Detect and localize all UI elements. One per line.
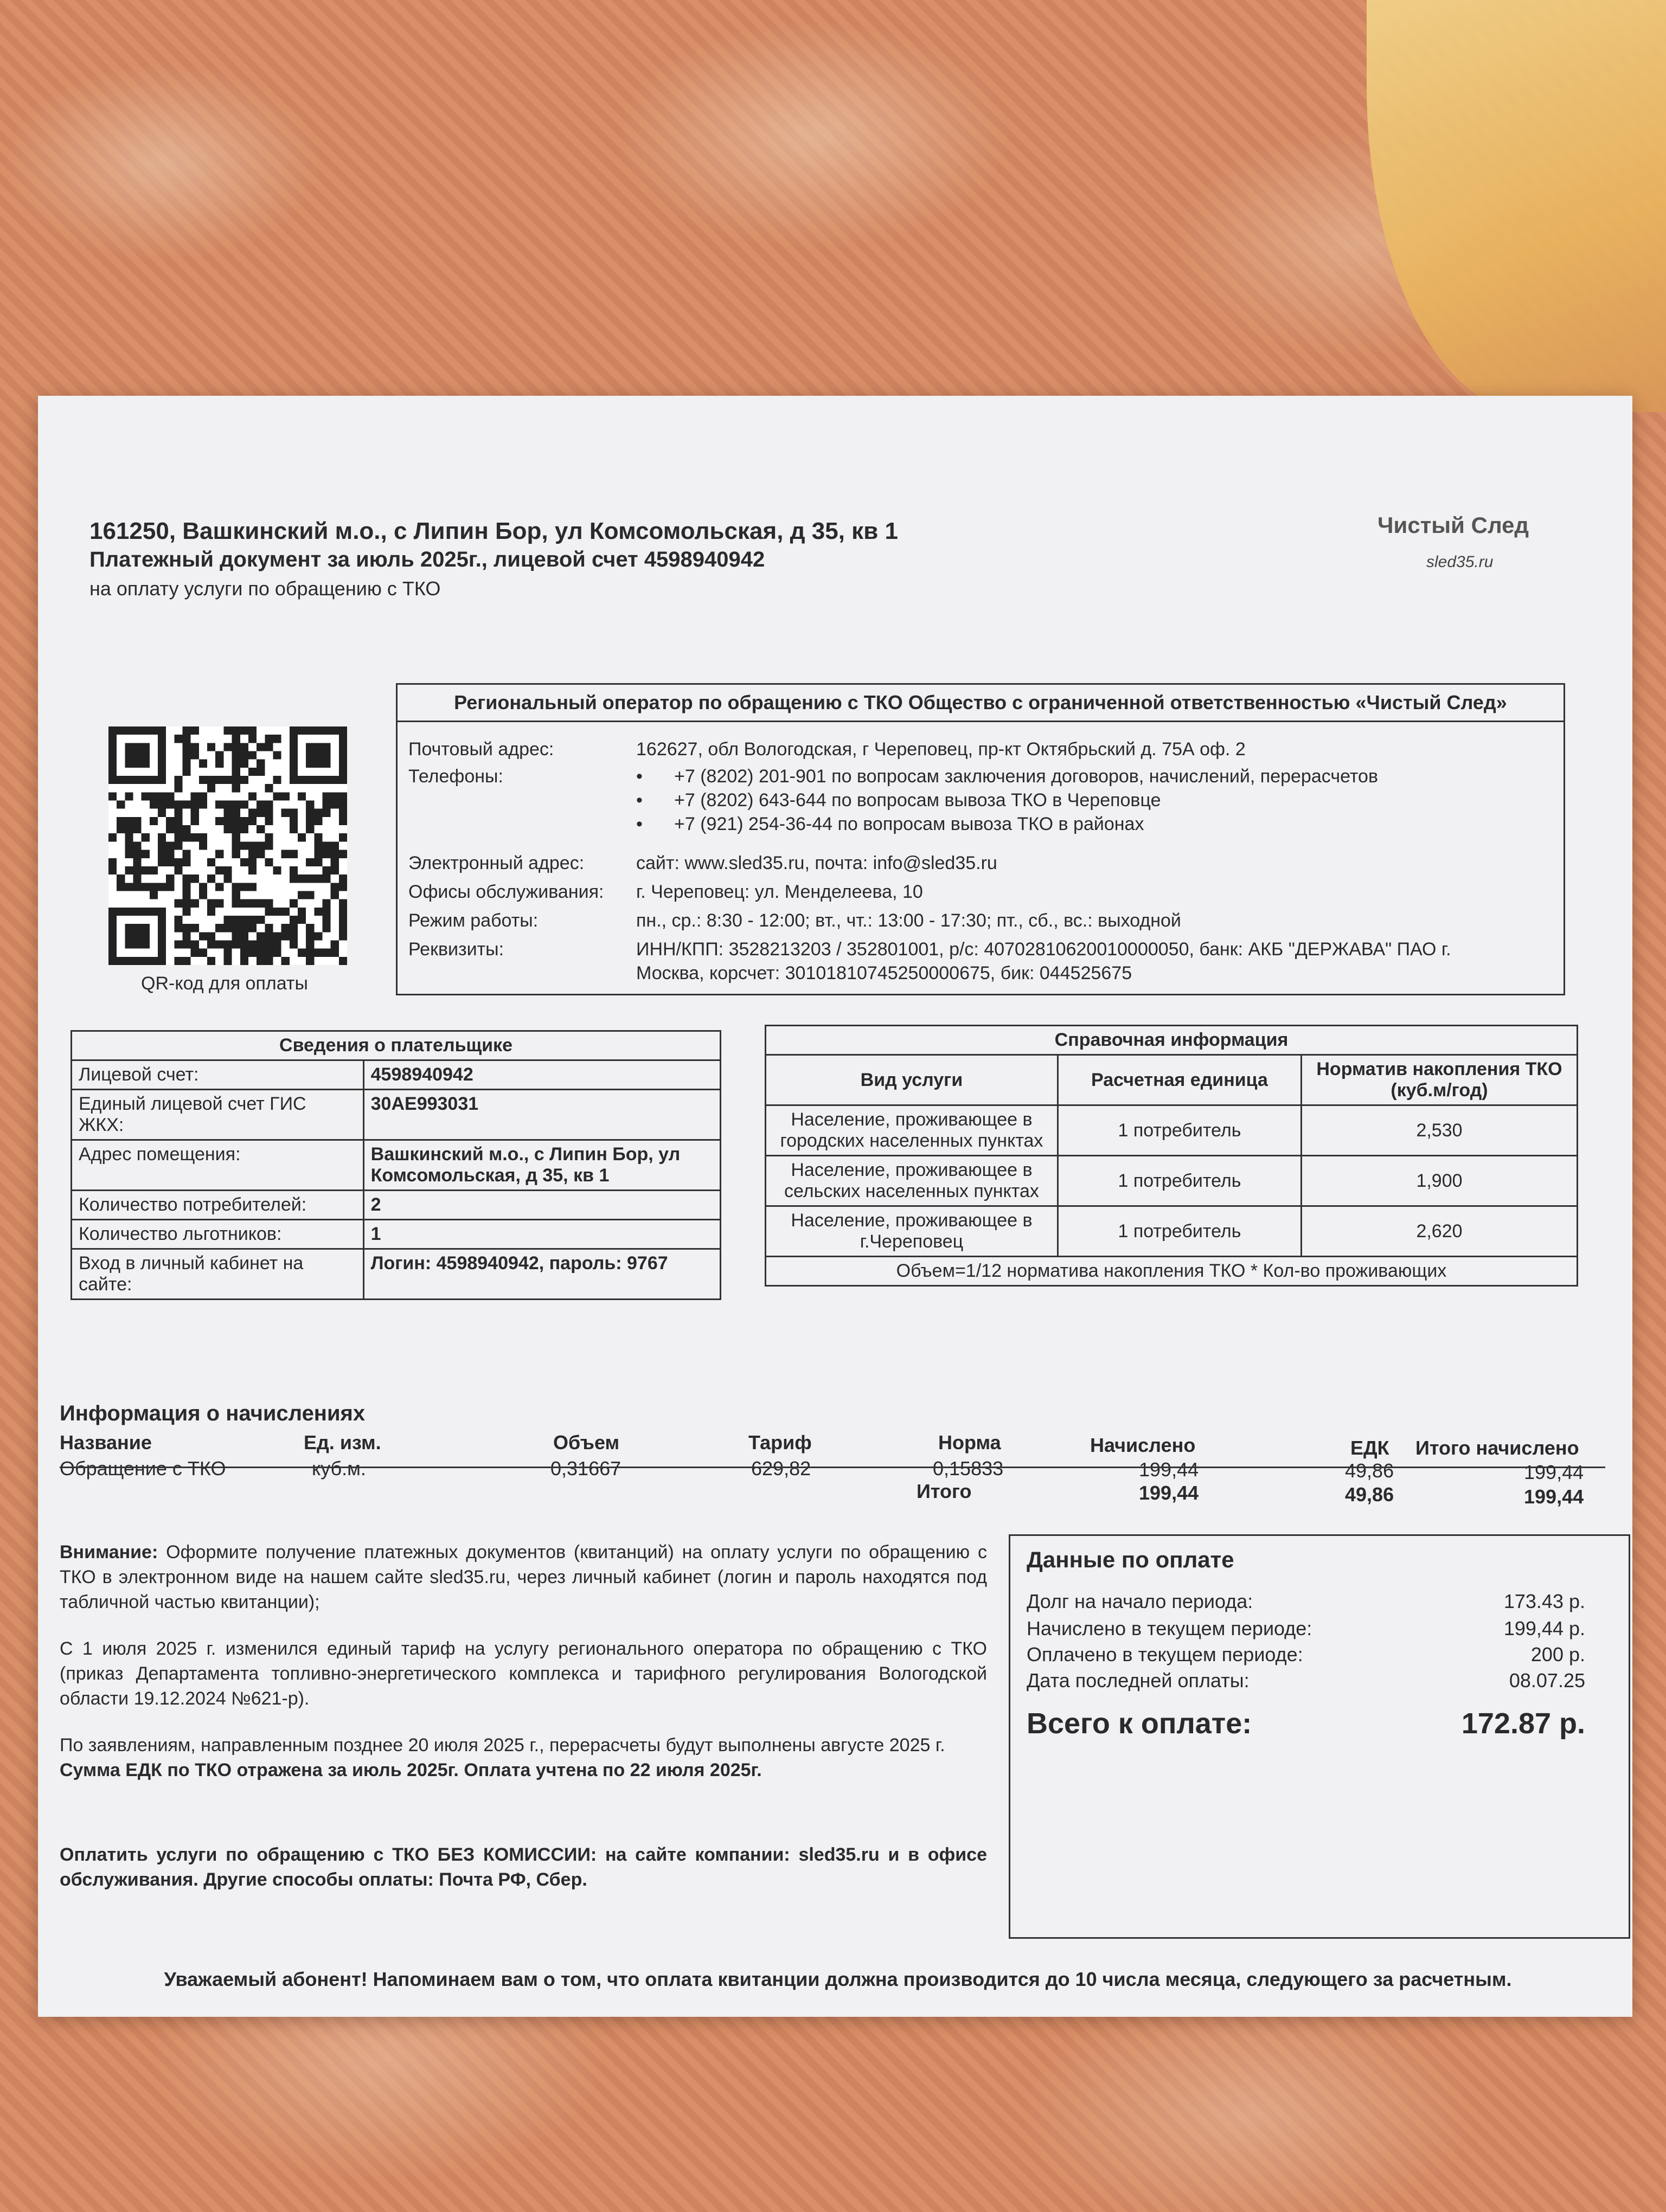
payer-key: Лицевой счет: bbox=[72, 1060, 364, 1090]
charges-header: Объем bbox=[553, 1431, 620, 1454]
charges-cell: 49,86 bbox=[1345, 1459, 1394, 1482]
charges-cell: Обращение с ТКО bbox=[60, 1457, 226, 1480]
ref-cell: Население, проживающее в городских населенных пунктах bbox=[766, 1105, 1058, 1156]
payer-value: 1 bbox=[363, 1220, 720, 1249]
footer-reminder: Уважаемый абонент! Напоминаем вам о том, что оплата квитанции должна производится до 10 числа месяца, следующего за расчетным. bbox=[164, 1968, 1512, 1990]
charges-header: Ед. изм. bbox=[304, 1431, 381, 1454]
requisites-line-1: ИНН/КПП: 3528213203 / 352801001, р/с: 40702810620010000050, банк: АКБ "ДЕРЖАВА" ПАО г. bbox=[636, 939, 1451, 960]
note-pay-methods: Оплатить услуги по обращению с ТКО БЕЗ КОМИССИИ: на сайте компании: sled35.ru и в офисе обслуживания. Другие способы оплаты: Почта РФ, Сбер. bbox=[60, 1844, 987, 1890]
notes-block bbox=[60, 1540, 987, 1914]
note-tariff: С 1 июля 2025 г. изменился единый тариф на услугу регионального оператора по обращению с ТКО (приказ Департамента топливно-энергетического комплекса и тарифного регулирования Вологодской области 19.12.2024 №621-р). bbox=[60, 1638, 987, 1709]
payment-value: 200 р. bbox=[1530, 1643, 1585, 1666]
yellow-towel bbox=[1367, 0, 1666, 412]
payment-key: Начислено в текущем периоде: bbox=[1027, 1617, 1312, 1639]
reference-footnote: Объем=1/12 норматива накопления ТКО * Кол-во проживающих bbox=[766, 1257, 1578, 1286]
header-subtitle: на оплату услуги по обращению с ТКО bbox=[89, 577, 441, 600]
ref-cell: Население, проживающее в г.Череповец bbox=[766, 1206, 1058, 1257]
payer-key: Количество льготников: bbox=[72, 1220, 364, 1249]
email-label: Электронный адрес: bbox=[408, 853, 585, 873]
charges-cell: 0,15833 bbox=[933, 1457, 1004, 1480]
phone-item: • +7 (921) 254-36-44 по вопросам вывоза ТКО в районах bbox=[636, 814, 1378, 838]
table-row bbox=[72, 1090, 721, 1140]
table-row bbox=[72, 1191, 721, 1220]
charges-header: Итого начислено bbox=[1415, 1437, 1579, 1459]
charges-header: ЕДК bbox=[1350, 1437, 1389, 1459]
qr-code-icon bbox=[108, 726, 347, 965]
charges-divider bbox=[60, 1467, 1605, 1468]
table-row bbox=[72, 1249, 721, 1300]
table-row bbox=[72, 1060, 721, 1090]
payment-key: Долг на начало периода: bbox=[1027, 1590, 1253, 1612]
payer-value: 30АЕ993031 bbox=[363, 1090, 720, 1140]
postal-value: 162627, обл Вологодская, г Череповец, пр-кт Октябрьский д. 75А оф. 2 bbox=[636, 739, 1246, 760]
payment-key: Дата последней оплаты: bbox=[1027, 1669, 1250, 1692]
payment-total bbox=[1027, 1707, 1585, 1740]
ref-header: Вид услуги bbox=[766, 1055, 1058, 1105]
charges-header: Норма bbox=[938, 1431, 1001, 1454]
payer-key: Количество потребителей: bbox=[72, 1191, 364, 1220]
charges-cell: 199,44 bbox=[1524, 1461, 1584, 1483]
table-row bbox=[72, 1140, 721, 1191]
charges-header: Начислено bbox=[1090, 1434, 1196, 1456]
note-recalc: По заявлениям, направленным позднее 20 июля 2025 г., перерасчеты будут выполнены августе 2025 г. bbox=[60, 1735, 945, 1756]
payment-data-box bbox=[1009, 1534, 1630, 1939]
operator-info-box bbox=[396, 683, 1565, 995]
hours-label: Режим работы: bbox=[408, 910, 539, 931]
qr-label: QR-код для оплаты bbox=[141, 973, 308, 994]
table-row bbox=[72, 1220, 721, 1249]
phones-label: Телефоны: bbox=[408, 766, 503, 787]
note-edk: Сумма ЕДК по ТКО отражена за июль 2025г. Оплата учтена по 22 июля 2025г. bbox=[60, 1760, 762, 1780]
payer-key: Адрес помещения: bbox=[72, 1140, 364, 1191]
payment-value: 173.43 р. bbox=[1503, 1590, 1585, 1612]
charges-header: Название bbox=[60, 1431, 152, 1454]
payment-row bbox=[1027, 1643, 1585, 1666]
payer-value: 4598940942 bbox=[363, 1060, 720, 1090]
payment-value: 08.07.25 bbox=[1509, 1669, 1585, 1692]
charges-header: Тариф bbox=[748, 1431, 812, 1454]
ref-cell: 1,900 bbox=[1302, 1156, 1578, 1206]
company-logo: Чистый След bbox=[1377, 512, 1529, 538]
reference-table bbox=[765, 1025, 1578, 1287]
reference-title: Справочная информация bbox=[766, 1026, 1578, 1055]
header-document-title: Платежный документ за июль 2025г., лицевой счет 4598940942 bbox=[89, 548, 765, 571]
charges-total: 49,86 bbox=[1345, 1483, 1394, 1506]
charges-title: Информация о начислениях bbox=[60, 1401, 366, 1425]
payment-total-value: 172.87 р. bbox=[1461, 1707, 1585, 1740]
payment-document bbox=[38, 396, 1632, 2017]
payment-value: 199,44 р. bbox=[1503, 1617, 1585, 1639]
charges-total-label: Итого bbox=[917, 1480, 972, 1502]
note-text: Оформите получение платежных документов (квитанций) на оплату услуги по обращению с ТКО в электронном виде на нашем сайте sled35.ru, через личный кабинет (логин и пароль находятся под табличной частью квитанции); bbox=[60, 1542, 987, 1612]
payer-table-title: Сведения о плательщике bbox=[72, 1031, 721, 1060]
table-row bbox=[766, 1156, 1578, 1206]
ref-header: Норматив накопления ТКО (куб.м/год) bbox=[1302, 1055, 1578, 1105]
ref-cell: 2,620 bbox=[1302, 1206, 1578, 1257]
note-attention-label: Внимание: bbox=[60, 1542, 158, 1562]
requisites-label: Реквизиты: bbox=[408, 939, 504, 960]
phone-item: • +7 (8202) 643-644 по вопросам вывоза ТКО в Череповце bbox=[636, 790, 1378, 814]
charges-total: 199,44 bbox=[1139, 1482, 1199, 1504]
payment-key: Оплачено в текущем периоде: bbox=[1027, 1643, 1303, 1666]
table-row bbox=[766, 1105, 1578, 1156]
offices-label: Офисы обслуживания: bbox=[408, 882, 604, 902]
ref-cell: 1 потребитель bbox=[1058, 1206, 1301, 1257]
charges-cell: куб.м. bbox=[312, 1457, 366, 1480]
payer-key: Вход в личный кабинет на сайте: bbox=[72, 1249, 364, 1300]
charges-cell: 629,82 bbox=[751, 1457, 811, 1480]
payment-total-label: Всего к оплате: bbox=[1027, 1707, 1252, 1740]
payer-value: 2 bbox=[363, 1191, 720, 1220]
charges-total: 199,44 bbox=[1524, 1486, 1584, 1508]
company-site: sled35.ru bbox=[1426, 553, 1494, 571]
payer-info-table bbox=[71, 1030, 721, 1300]
charges-cell: 0,31667 bbox=[550, 1457, 621, 1480]
payer-value: Логин: 4598940942, пароль: 9767 bbox=[363, 1249, 720, 1300]
email-value: сайт: www.sled35.ru, почта: info@sled35.ru bbox=[636, 853, 997, 873]
operator-title: Региональный оператор по обращению с ТКО Общество с ограниченной ответственностью «Чистый След» bbox=[398, 685, 1564, 722]
note-attention bbox=[60, 1540, 987, 1615]
ref-cell: Население, проживающее в сельских населенных пунктах bbox=[766, 1156, 1058, 1206]
table-row bbox=[766, 1206, 1578, 1257]
header-address: 161250, Вашкинский м.о., с Липин Бор, ул Комсомольская, д 35, кв 1 bbox=[89, 518, 898, 544]
payment-row bbox=[1027, 1669, 1585, 1692]
phone-item: • +7 (8202) 201-901 по вопросам заключения договоров, начислений, перерасчетов bbox=[636, 766, 1378, 790]
payer-value: Вашкинский м.о., с Липин Бор, ул Комсомольская, д 35, кв 1 bbox=[363, 1140, 720, 1191]
payment-row bbox=[1027, 1590, 1585, 1613]
ref-cell: 2,530 bbox=[1302, 1105, 1578, 1156]
postal-label: Почтовый адрес: bbox=[408, 739, 554, 760]
requisites-line-2: Москва, корсчет: 30101810745250000675, бик: 044525675 bbox=[636, 963, 1132, 983]
ref-cell: 1 потребитель bbox=[1058, 1156, 1301, 1206]
payment-row bbox=[1027, 1617, 1585, 1640]
charges-cell: 199,44 bbox=[1139, 1458, 1199, 1481]
offices-value: г. Череповец: ул. Менделеева, 10 bbox=[636, 882, 923, 902]
ref-cell: 1 потребитель bbox=[1058, 1105, 1301, 1156]
hours-value: пн., ср.: 8:30 - 12:00; вт., чт.: 13:00 - 17:30; пт., сб., вс.: выходной bbox=[636, 910, 1181, 931]
ref-header: Расчетная единица bbox=[1058, 1055, 1301, 1105]
payment-title: Данные по оплате bbox=[1027, 1547, 1234, 1572]
payer-key: Единый лицевой счет ГИС ЖКХ: bbox=[72, 1090, 364, 1140]
phones-list bbox=[636, 766, 1378, 838]
